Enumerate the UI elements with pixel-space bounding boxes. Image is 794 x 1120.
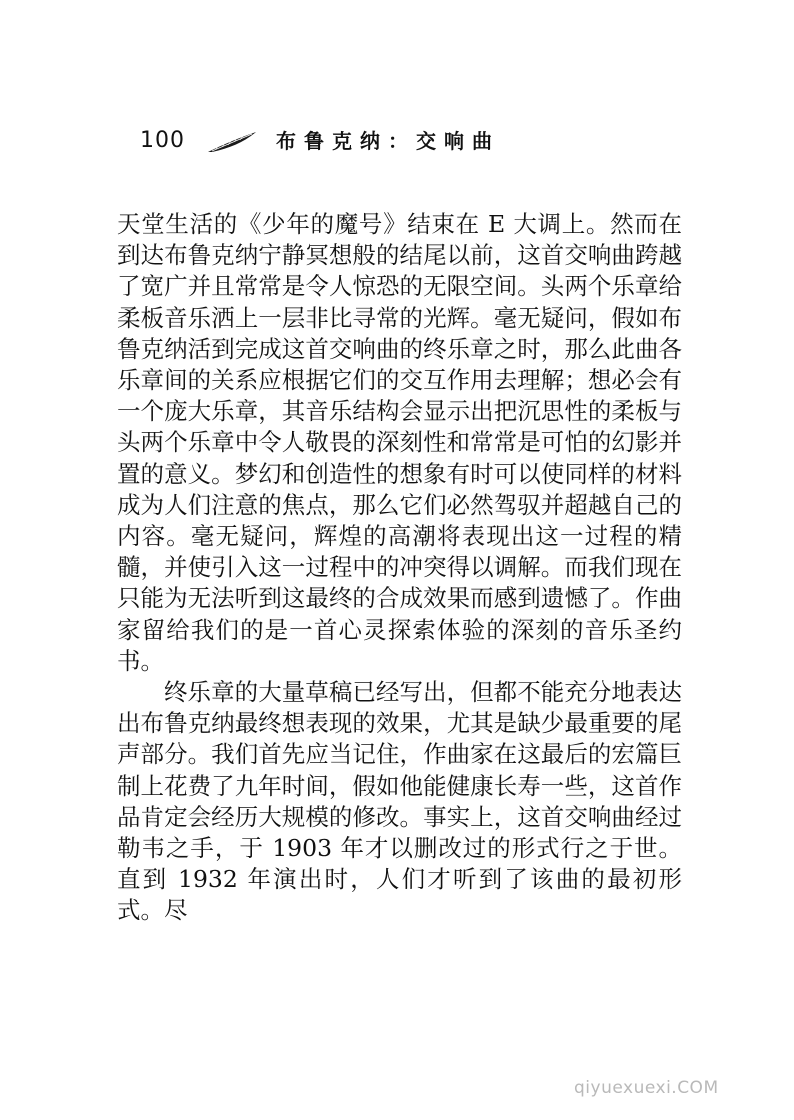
- feather-quill-icon: [206, 130, 258, 154]
- site-watermark: qiyuexuexi.COM: [574, 1078, 719, 1098]
- running-header: [140, 124, 660, 158]
- paragraph: 天堂生活的《少年的魔号》结束在 E 大调上。然而在到达布鲁克纳宁静冥想般的结尾以前，这首交响曲跨越了宽广并且常常是令人惊恐的无限空间。头两个乐章给柔板音乐洒上一层非比寻常的光辉。毫无疑问，假如布鲁克纳活到完成这首交响曲的终乐章之时，那么此曲各乐章间的关系应根据它们的交互作用去理解；想必会有一个庞大乐章，其音乐结构会显示出把沉思性的柔板与头两个乐章中令人敬畏的深刻性和常常是可怕的幻影并置的意义。梦幻和创造性的想象有时可以使同样的材料成为人们注意的焦点，那么它们必然驾驭并超越自己的内容。毫无疑问，辉煌的高潮将表现出这一过程的精髓，并使引入这一过程中的冲突得以调解。而我们现在只能为无法听到这最终的合成效果而感到遗憾了。作曲家留给我们的是一首心灵探索体验的深刻的音乐圣约书。: [117, 210, 682, 675]
- main-text: [117, 209, 682, 927]
- running-title: 布鲁克纳：交响曲: [276, 129, 500, 153]
- paragraph: 终乐章的大量草稿已经写出，但都不能充分地表达出布鲁克纳最终想表现的效果，尤其是缺少最重要的尾声部分。我们首先应当记住，作曲家在这最后的宏篇巨制上花费了九年时间，假如他能健康长寿一些，这首作品肯定会经历大规模的修改。事实上，这首交响曲经过勒韦之手，于 1903 年才以删改过的形式行之于世。直到 1932 年演出时，人们才听到了该曲的最初形式。尽: [117, 678, 682, 925]
- page-number: 100: [140, 128, 185, 153]
